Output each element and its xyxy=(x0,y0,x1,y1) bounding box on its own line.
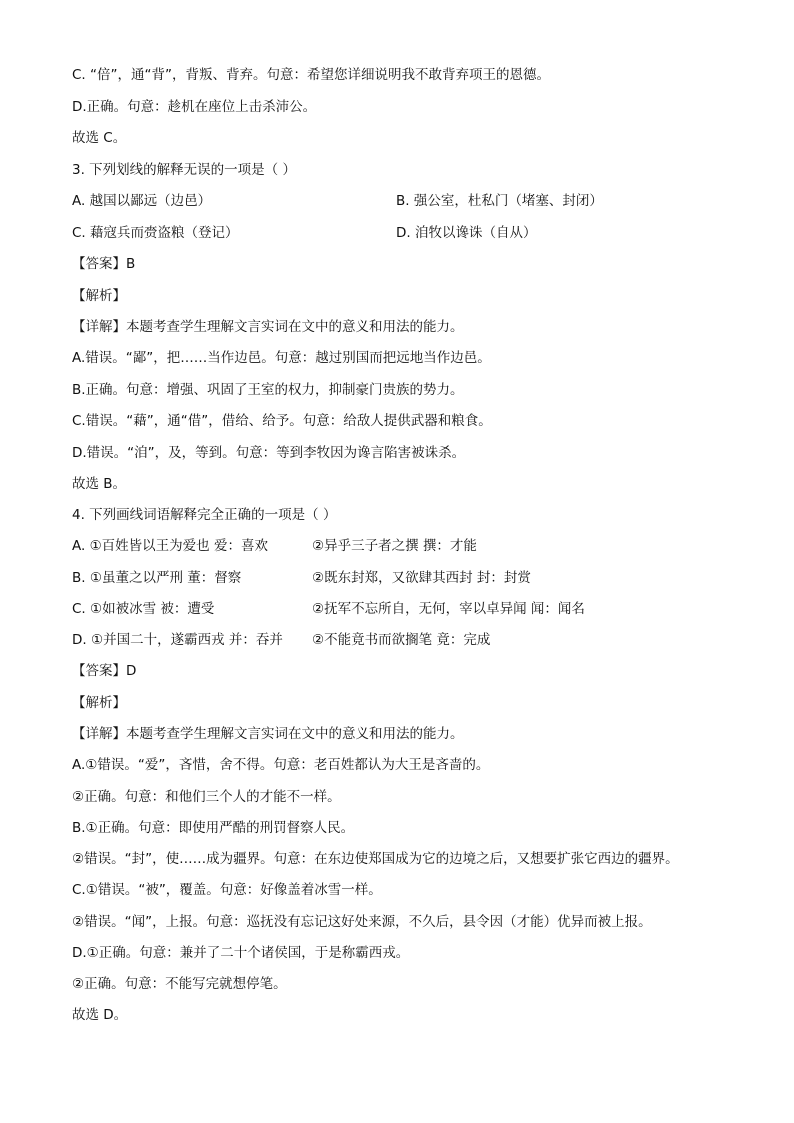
question-3-detail: 【详解】本题考查学生理解文言实词在文中的意义和用法的能力。 xyxy=(72,319,464,335)
analysis-line-d: D.正确。句意：趁机在座位上击杀沛公。 xyxy=(72,99,317,115)
question-3-option-d: D. 洎牧以谗诛（自从） xyxy=(396,225,537,241)
question-4-analysis-c2: ②错误。“闻”，上报。句意：巡抚没有忘记这好处来源，不久后，县令因（才能）优异而被上报。 xyxy=(72,914,652,930)
question-4-analysis-d1: D.①正确。句意：兼并了二十个诸侯国，于是称霸西戎。 xyxy=(72,945,410,961)
question-4-option-c-part1: C. ①如被冰雪 被：遭受 xyxy=(72,601,215,617)
question-4-option-a-part2: ②异乎三子者之撰 撰：才能 xyxy=(312,538,477,554)
question-3-analysis-label: 【解析】 xyxy=(72,288,126,304)
question-4-choice: 故选 D。 xyxy=(72,1007,128,1023)
question-4-analysis-a2: ②正确。句意：和他们三个人的才能不一样。 xyxy=(72,789,341,805)
question-4-option-b-part2: ②既东封郑，又欲肆其西封 封：封赏 xyxy=(312,570,531,586)
question-3-option-a: A. 越国以鄙远（边邑） xyxy=(72,193,212,209)
question-3-answer: 【答案】B xyxy=(72,256,136,272)
question-4-analysis-b2: ②错误。“封”，使……成为疆界。句意：在东边使郑国成为它的边境之后，又想要扩张它西边的疆界。 xyxy=(72,851,679,867)
answer-choice-line: 故选 C。 xyxy=(72,130,127,146)
question-4-option-a xyxy=(72,537,477,555)
question-3-analysis-c: C.错误。“藉”，通“借”，借给、给予。句意：给敌人提供武器和粮食。 xyxy=(72,413,492,429)
question-3-option-b: B. 强公室，杜私门（堵塞、封闭） xyxy=(396,193,603,209)
question-4-option-d-part2: ②不能竟书而欲搁笔 竟：完成 xyxy=(312,632,491,648)
question-4-option-d-part1: D. ①并国二十，遂霸西戎 并：吞并 xyxy=(72,632,283,648)
question-4-analysis-b1: B.①正确。句意：即使用严酷的刑罚督察人民。 xyxy=(72,820,355,836)
analysis-line-c: C. “倍”，通“背”，背叛、背弃。句意：希望您详细说明我不敢背弃项王的恩德。 xyxy=(72,67,550,83)
question-4-option-d xyxy=(72,631,491,649)
question-4-stem: 4. 下列画线词语解释完全正确的一项是（ ） xyxy=(72,507,337,523)
question-4-analysis-c1: C.①错误。“被”，覆盖。句意：好像盖着冰雪一样。 xyxy=(72,882,382,898)
question-4-analysis-label: 【解析】 xyxy=(72,695,126,711)
question-4-option-b xyxy=(72,569,531,587)
question-3-stem: 3. 下列划线的解释无误的一项是（ ） xyxy=(72,162,296,178)
question-4-answer: 【答案】D xyxy=(72,663,137,679)
question-4-option-c-part2: ②抚军不忘所自，无何，宰以卓异闻 闻：闻名 xyxy=(312,601,585,617)
question-4-analysis-a1: A.①错误。“爱”，吝惜，舍不得。句意：老百姓都认为大王是吝啬的。 xyxy=(72,757,490,773)
question-3-option-c: C. 藉寇兵而赍盗粮（登记） xyxy=(72,225,239,241)
question-3-analysis-b: B.正确。句意：增强、巩固了王室的权力，抑制豪门贵族的势力。 xyxy=(72,382,464,398)
question-3-choice: 故选 B。 xyxy=(72,476,127,492)
question-4-option-c xyxy=(72,600,585,618)
question-4-option-b-part1: B. ①虽董之以严刑 董：督察 xyxy=(72,570,242,586)
question-4-option-a-part1: A. ①百姓皆以王为爱也 爱：喜欢 xyxy=(72,538,268,554)
question-4-analysis-d2: ②正确。句意：不能写完就想停笔。 xyxy=(72,976,287,992)
question-4-detail: 【详解】本题考查学生理解文言实词在文中的意义和用法的能力。 xyxy=(72,726,464,742)
question-3-analysis-d: D.错误。“洎”，及，等到。句意：等到李牧因为谗言陷害被诛杀。 xyxy=(72,445,466,461)
question-3-analysis-a: A.错误。“鄙”，把……当作边邑。句意：越过别国而把远地当作边邑。 xyxy=(72,350,491,366)
